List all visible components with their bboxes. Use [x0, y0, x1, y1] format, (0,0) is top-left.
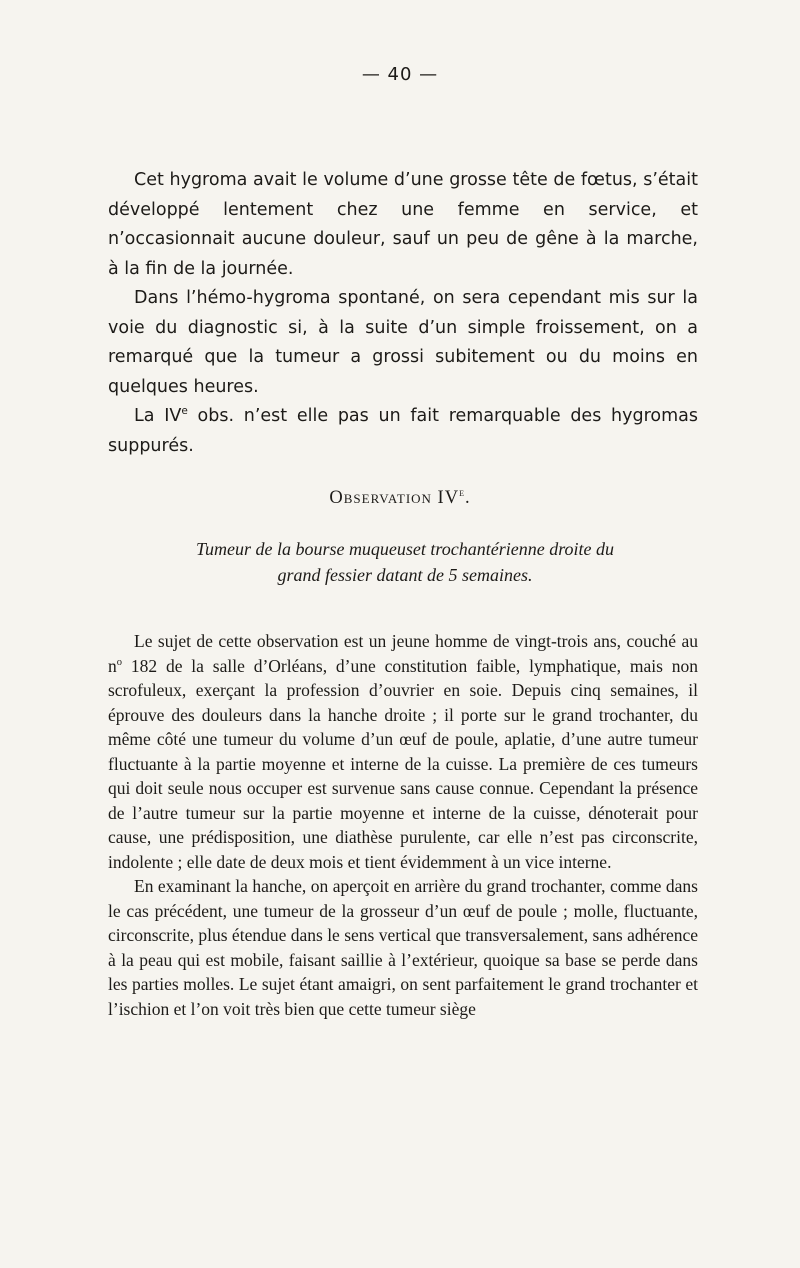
paragraph: Cet hygroma avait le volume d’une grosse tête de fœtus, s’était développé lentement chez une femme en service, et n’occasionnait aucune douleur, sauf un peu de gêne à la marche, à la fin de la journée. [108, 170, 698, 279]
title-end: . [464, 488, 471, 508]
observation-title [0, 488, 800, 509]
text-run: Le sujet de cette observation est un jeune homme de vingt-trois ans, couché au n [108, 631, 698, 676]
observation-subtitle [130, 536, 680, 588]
paragraph [108, 629, 698, 874]
superscript: e [181, 405, 188, 418]
text-run: La IV [134, 406, 182, 426]
intro-text [108, 166, 698, 461]
observation-body [108, 629, 698, 1021]
superscript: e [459, 486, 465, 499]
superscript: o [116, 656, 122, 668]
paragraph: En examinant la hanche, on aperçoit en arrière du grand trochanter, comme dans le cas précédent, une tumeur de la grosseur d’un œuf de poule ; molle, fluctuante, circonscrite, plus étendue dans le sens vertical que transversalement, sans adhérence à la peau qui est mobile, faisant saillie à l’extérieur, quoique sa base se perde dans les parties molles. Le sujet étant amaigri, on sent parfaitement le grand trochanter et l’ischion et l’on voit très bien que cette tumeur siège [108, 876, 698, 1019]
paragraph [108, 402, 698, 461]
page-number: — 40 — [361, 64, 439, 85]
paragraph: Dans l’hémo-hygroma spontané, on sera cependant mis sur la voie du diagnostic si, à la suite d’un simple froissement, on a remarqué que la tumeur a grossi subitement ou du moins en quelques heures. [108, 288, 698, 397]
subtitle-line: Tumeur de la bourse muqueuset trochantérienne droite du [195, 539, 615, 559]
subtitle-line: grand fessier datant de 5 semaines. [277, 565, 533, 585]
title-text: Observation IV [329, 488, 460, 508]
text-run: obs. n’est elle pas un fait remarquable des hygromas suppurés. [108, 406, 698, 456]
text-run: 182 de la salle d’Orléans, d’une constitution faible, lymphatique, mais non scrofuleux, exerçant la profession d’ouvrier en soie. Depuis cinq semaines, il éprouve des douleurs dans la hanche droite ; il porte sur le grand trochanter, du même côté une tumeur du volume d’un œuf de poule, aplatie, d’une autre tumeur fluctuante à la partie moyenne et interne de la cuisse. La première de ces tumeurs qui doit seule nous occuper est survenue sans cause connue. Cependant la présence de l’autre tumeur sur la partie moyenne et interne de la cuisse, dénoterait pour cause, une prédisposition, une diathèse purulente, car elle n’est pas circonscrite, indolente ; elle date de deux mois et tient évidemment à un vice interne. [108, 655, 698, 872]
